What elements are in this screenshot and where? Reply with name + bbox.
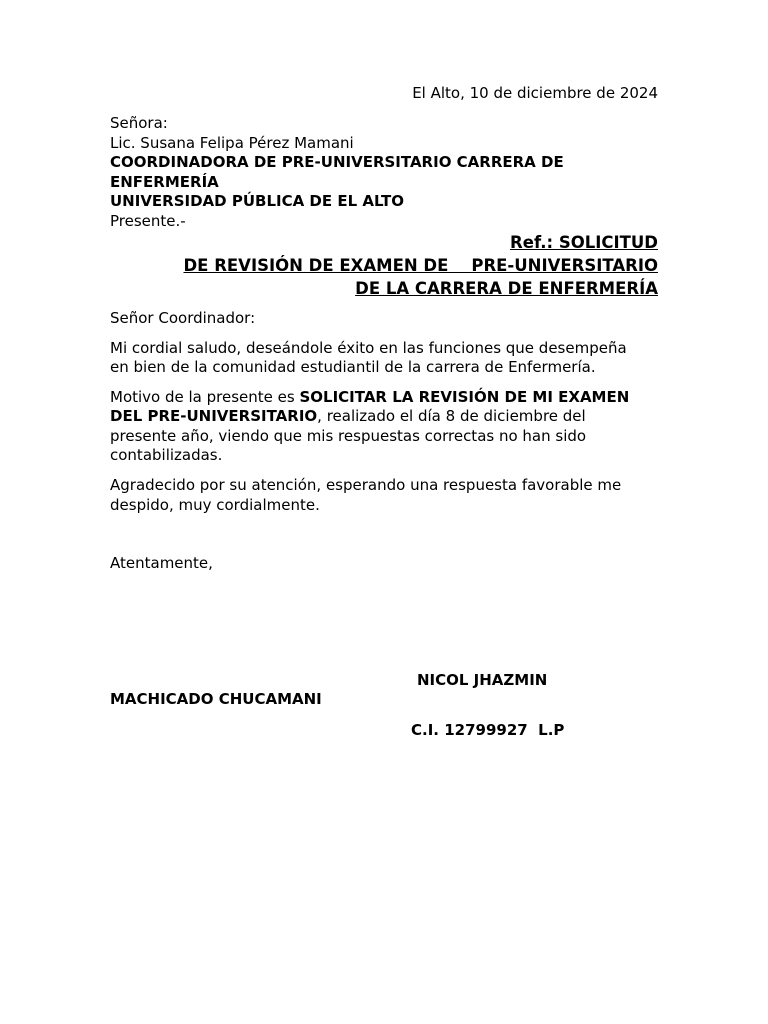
paragraph3-line1: Agradecido por su atención, esperando una respuesta favorable me bbox=[110, 476, 622, 494]
paragraph2-line3: presente año, viendo que mis respuestas correctas no han sido bbox=[110, 427, 587, 445]
paragraph1-line1: Mi cordial saludo, deseándole éxito en las funciones que desempeña bbox=[110, 339, 627, 357]
reference-line2: DE REVISIÓN DE EXAMEN DE PRE-UNIVERSITARIO bbox=[183, 256, 658, 275]
reference-line1: Ref.: SOLICITUD bbox=[510, 233, 658, 252]
date-line: El Alto, 10 de diciembre de 2024 bbox=[412, 84, 658, 102]
recipient-name: Lic. Susana Felipa Pérez Mamani bbox=[110, 134, 354, 152]
paragraph2-bold-line1: SOLICITAR LA REVISIÓN DE MI EXAMEN bbox=[299, 388, 630, 406]
recipient-position-line1: COORDINADORA DE PRE-UNIVERSITARIO CARRERA DE bbox=[110, 153, 564, 171]
paragraph2-line4: contabilizadas. bbox=[110, 446, 223, 464]
paragraph2-line1 bbox=[110, 388, 658, 408]
institution-name: UNIVERSIDAD PÚBLICA DE EL ALTO bbox=[110, 192, 405, 210]
presente-line: Presente.- bbox=[110, 212, 186, 230]
greeting: Señor Coordinador: bbox=[110, 309, 256, 327]
signer-name-line2: MACHICADO CHUCAMANI bbox=[110, 690, 322, 708]
recipient-position-line2: ENFERMERÍA bbox=[110, 173, 219, 191]
closing: Atentamente, bbox=[110, 554, 213, 572]
paragraph2-suffix-line2: , realizado el día 8 de diciembre del bbox=[317, 407, 586, 425]
signer-name-line1: NICOL JHAZMIN bbox=[417, 671, 548, 689]
salutation-title: Señora: bbox=[110, 114, 168, 132]
paragraph3-line2: despido, muy cordialmente. bbox=[110, 496, 320, 514]
paragraph1-line2: en bien de la comunidad estudiantil de la carrera de Enfermería. bbox=[110, 358, 596, 376]
paragraph2-prefix: Motivo de la presente es bbox=[110, 388, 300, 406]
reference-line3: DE LA CARRERA DE ENFERMERÍA bbox=[355, 279, 658, 298]
paragraph2-bold-line2: DEL PRE-UNIVERSITARIO bbox=[110, 407, 318, 425]
paragraph2-line2 bbox=[110, 407, 658, 427]
signer-id: C.I. 12799927 L.P bbox=[411, 721, 565, 739]
